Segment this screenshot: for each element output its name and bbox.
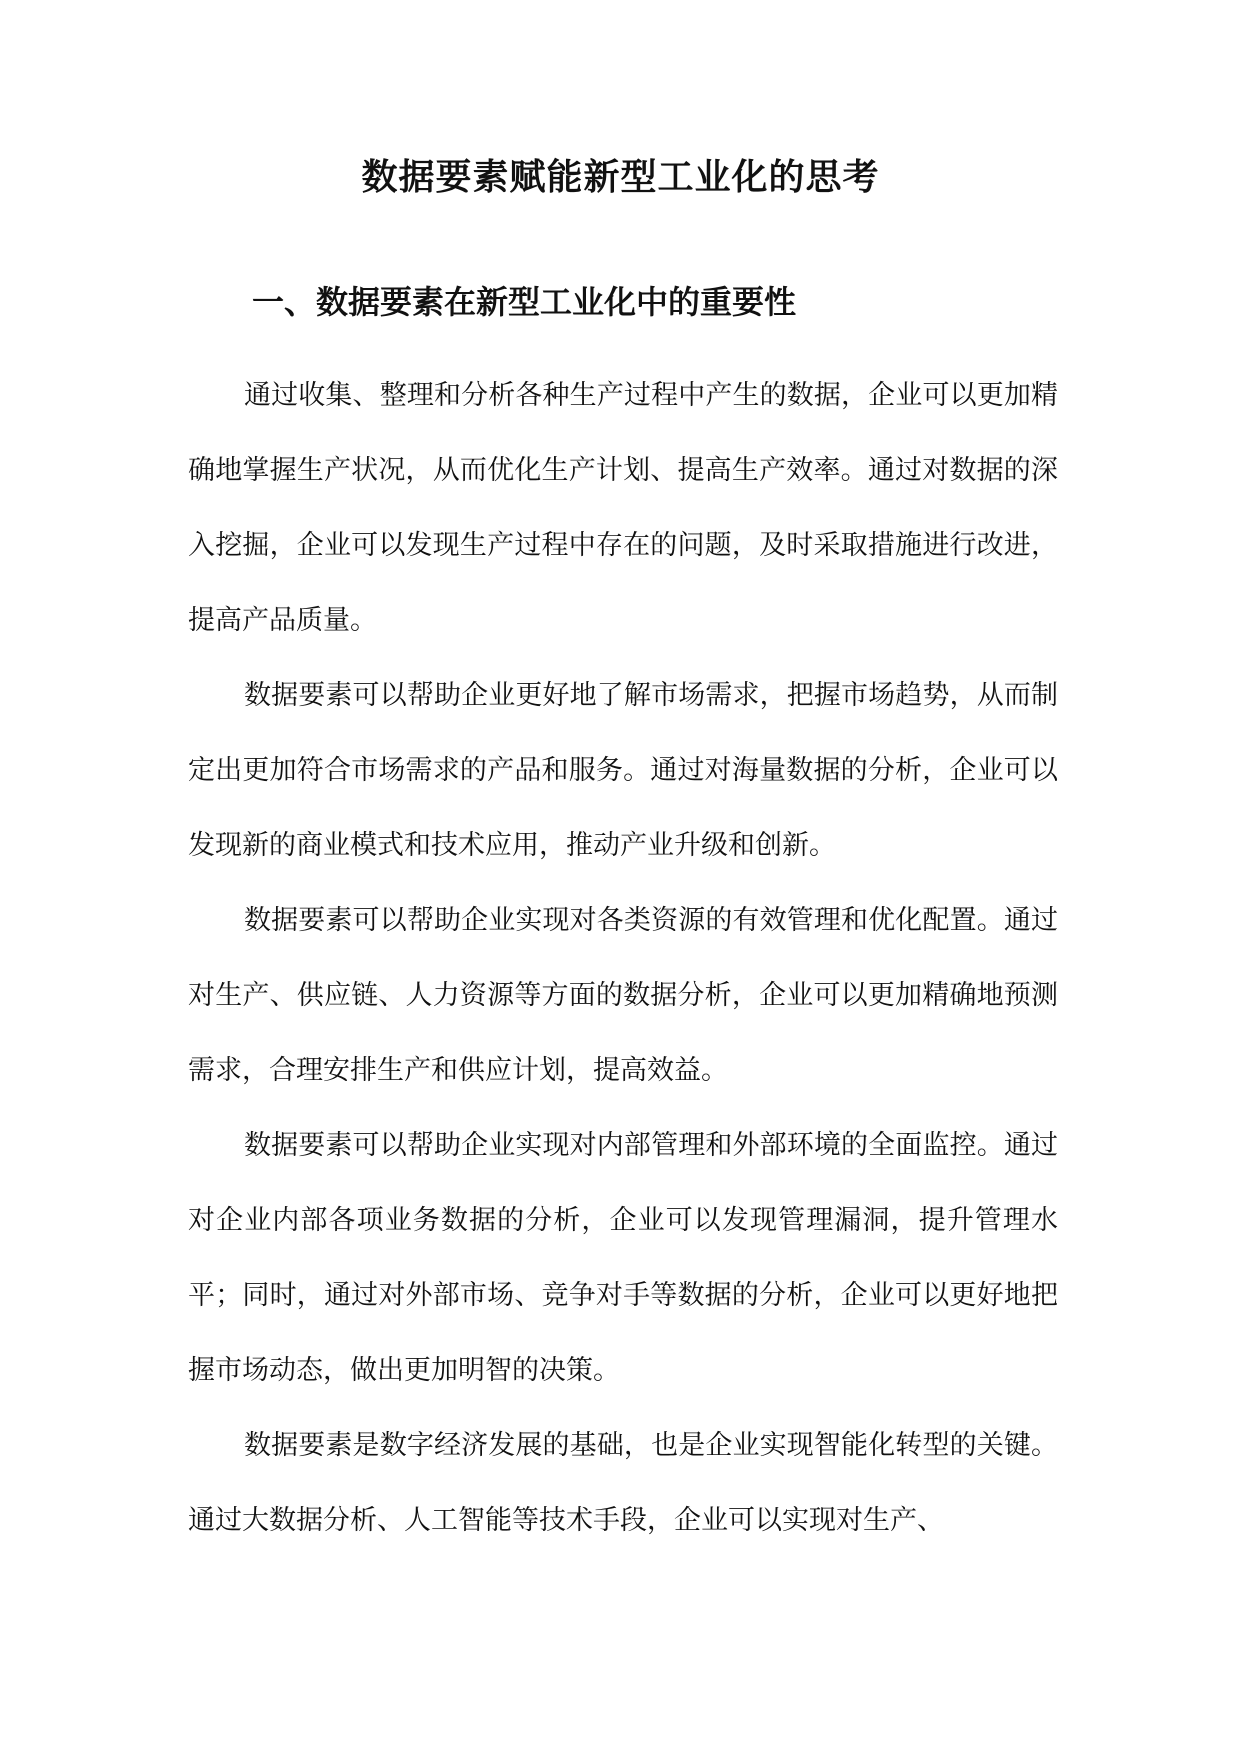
paragraph: 数据要素可以帮助企业更好地了解市场需求，把握市场趋势，从而制定出更加符合市场需求的产品和服务。通过对海量数据的分析，企业可以发现新的商业模式和技术应用，推动产业升级和创新。: [188, 680, 1058, 861]
paragraph: 数据要素可以帮助企业实现对内部管理和外部环境的全面监控。通过对企业内部各项业务数据的分析，企业可以发现管理漏洞，提升管理水平；同时，通过对外部市场、竞争对手等数据的分析，企业可以更好地把握市场动态，做出更加明智的决策。: [188, 1130, 1058, 1386]
paragraph: 数据要素可以帮助企业实现对各类资源的有效管理和优化配置。通过对生产、供应链、人力资源等方面的数据分析，企业可以更加精确地预测需求，合理安排生产和供应计划，提高效益。: [188, 905, 1058, 1086]
body-text: [188, 358, 1058, 1558]
paragraph: 通过收集、整理和分析各种生产过程中产生的数据，企业可以更加精确地掌握生产状况，从而优化生产计划、提高生产效率。通过对数据的深入挖掘，企业可以发现生产过程中存在的问题，及时采取措施进行改进，提高产品质量。: [188, 380, 1058, 636]
section-heading: 一、数据要素在新型工业化中的重要性: [252, 283, 797, 321]
paragraph: 数据要素是数字经济发展的基础，也是企业实现智能化转型的关键。通过大数据分析、人工智能等技术手段，企业可以实现对生产、: [188, 1430, 1058, 1536]
document-title: 数据要素赋能新型工业化的思考: [361, 157, 880, 198]
